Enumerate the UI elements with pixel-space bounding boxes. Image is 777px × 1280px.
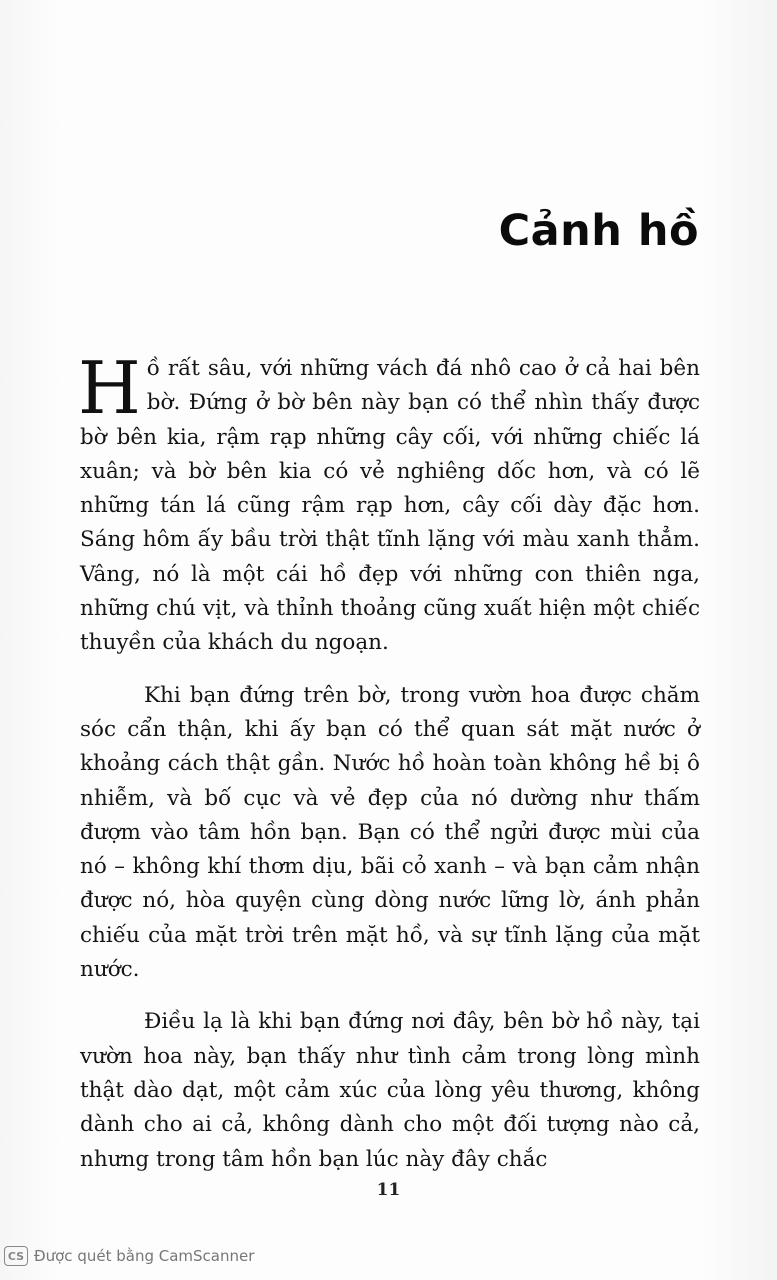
scanner-watermark: [4, 1246, 254, 1266]
paragraph-1-text: ồ rất sâu, với những vách đá nhô cao ở cả hai bên bờ. Đứng ở bờ bên này bạn có thể nhìn thấy được bờ bên kia, rậm rạp những cây cối, với những chiếc lá xuân; và bờ bên kia có vẻ nghiêng dốc hơn, và có lẽ những tán lá cũng rậm rạp hơn, cây cối dày đặc hơn. Sáng hôm ấy bầu trời thật tĩnh lặng với màu xanh thẳm. Vâng, nó là một cái hồ đẹp với những con thiên nga, những chú vịt, và thỉnh thoảng cũng xuất hiện một chiếc thuyền của khách du ngoạn.: [80, 356, 700, 656]
camscanner-logo-icon: CS: [4, 1246, 28, 1266]
drop-cap: H: [78, 346, 141, 430]
paragraph-1: [78, 346, 700, 661]
paragraph-2: Khi bạn đứng trên bờ, trong vườn hoa được chăm sóc cẩn thận, khi ấy bạn có thể quan sát mặt nước ở khoảng cách thật gần. Nước hồ hoàn toàn không hề bị ô nhiễm, và bố cục và vẻ đẹp của nó dường như thấm đượm vào tâm hồn bạn. Bạn có thể ngửi được mùi của nó – không khí thơm dịu, bãi cỏ xanh – và bạn cảm nhận được nó, hòa quyện cùng dòng nước lững lờ, ánh phản chiếu của mặt trời trên mặt hồ, và sự tĩnh lặng của mặt nước.: [80, 682, 700, 983]
chapter-title: Cảnh hồ: [498, 206, 699, 256]
paragraph-3: Điều lạ là khi bạn đứng nơi đây, bên bờ hồ này, tại vườn hoa này, bạn thấy như tình cảm trong lòng mình thật dào dạt, một cảm xúc của lòng yêu thương, không dành cho ai cả, không dành cho một đối tượng nào cả, nhưng trong tâm hồn bạn lúc này đây chắc: [80, 1009, 700, 1172]
page-number: 11: [376, 1180, 401, 1200]
chapter-body: [78, 346, 700, 1177]
scanner-watermark-text: Được quét bằng CamScanner: [34, 1247, 255, 1265]
